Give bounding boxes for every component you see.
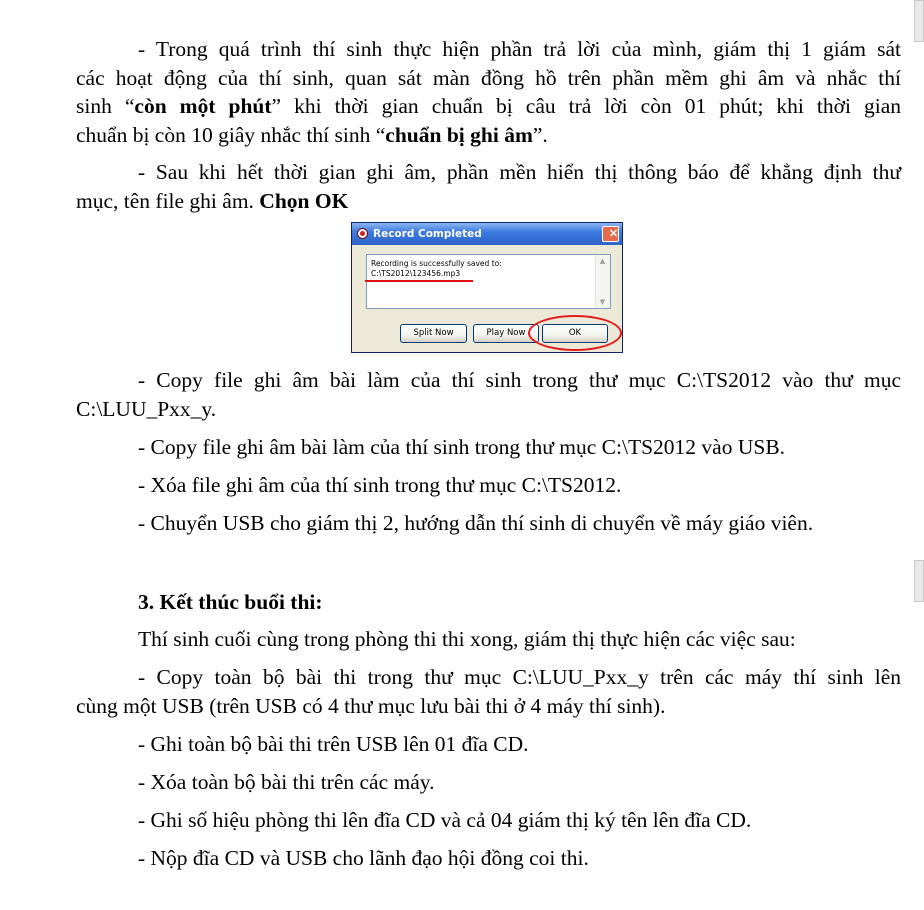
dialog-title: Record Completed [373,228,482,240]
split-now-button[interactable]: Split Now [400,324,467,343]
text-line: C:\LUU_Pxx_y. [76,396,217,421]
paragraph-label-cd: - Ghi số hiệu phòng thi lên đĩa CD và cả 04 giám thị ký tên lên đĩa CD. [138,808,752,832]
margin-marker [914,560,924,602]
scroll-up-icon[interactable]: ▲ [599,257,606,265]
paragraph-burn-cd: - Ghi toàn bộ bài thi trên USB lên 01 đĩa CD. [138,732,529,756]
paragraph-copy-to-usb: - Copy file ghi âm bài làm của thí sinh trong thư mục C:\TS2012 vào USB. [138,435,786,459]
text-line: - Sau khi hết thời gian ghi âm, phần mền hiển thị thông báo để khẳng định thư [138,160,901,184]
ok-button[interactable]: OK [542,324,608,343]
scroll-down-icon[interactable]: ▼ [599,298,606,306]
bold-phrase-one-minute: còn một phút [134,94,272,118]
paragraph-hand-usb: - Chuyển USB cho giám thị 2, hướng dẫn thí sinh di chuyển về máy giáo viên. [138,511,814,535]
paragraph-supervision [76,35,901,149]
section-heading: 3. Kết thúc buổi thi: [138,590,323,614]
message-scrollbar[interactable] [595,255,610,308]
paragraph-copy-to-folder [76,366,901,423]
bold-choose-ok: Chọn OK [259,188,349,213]
margin-marker [914,0,924,42]
record-icon [357,228,368,239]
text-line: cùng một USB (trên USB có 4 thư mục lưu bài thi ở 4 máy thí sinh). [76,693,666,718]
paragraph-delete-all: - Xóa toàn bộ bài thi trên các máy. [138,770,435,794]
text-line: sinh “còn một phút” khi thời gian chuẩn bị câu trả lời còn 01 phút; khi thời gian [76,94,902,118]
path-red-underline [365,280,473,282]
play-now-button[interactable]: Play Now [473,324,539,343]
message-text: Recording is successfully saved to: [371,259,502,268]
text-line: - Trong quá trình thí sinh thực hiện phần trả lời của mình, giám thị 1 giám sát [138,37,901,61]
text-line: - Copy file ghi âm bài làm của thí sinh trong thư mục C:\TS2012 vào thư mục [138,368,901,392]
saved-file-path: C:\TS2012\123456.mp3 [371,269,461,278]
paragraph-submit-cd: - Nộp đĩa CD và USB cho lãnh đạo hội đồng coi thi. [138,846,589,870]
text-line: các hoạt động của thí sinh, quan sát màn đồng hồ trên phần mềm ghi âm và nhắc thí [76,65,901,90]
record-completed-dialog [351,222,623,353]
paragraph-last-candidate: Thí sinh cuối cùng trong phòng thi thi xong, giám thị thực hiện các việc sau: [138,627,796,651]
bold-phrase-prepare-record: chuẩn bị ghi âm [385,122,533,147]
paragraph-after-recording [76,158,901,215]
paragraph-delete-file: - Xóa file ghi âm của thí sinh trong thư mục C:\TS2012. [138,473,622,497]
dialog-titlebar [352,223,622,245]
close-icon[interactable]: ✕ [602,226,619,242]
text-line: mục, tên file ghi âm. Chọn OK [76,188,349,213]
paragraph-copy-all [76,663,901,720]
text-line: chuẩn bị còn 10 giây nhắc thí sinh “chuẩn bị ghi âm”. [76,122,548,147]
text-line: - Copy toàn bộ bài thi trong thư mục C:\LUU_Pxx_y trên các máy thí sinh lên [138,665,901,689]
